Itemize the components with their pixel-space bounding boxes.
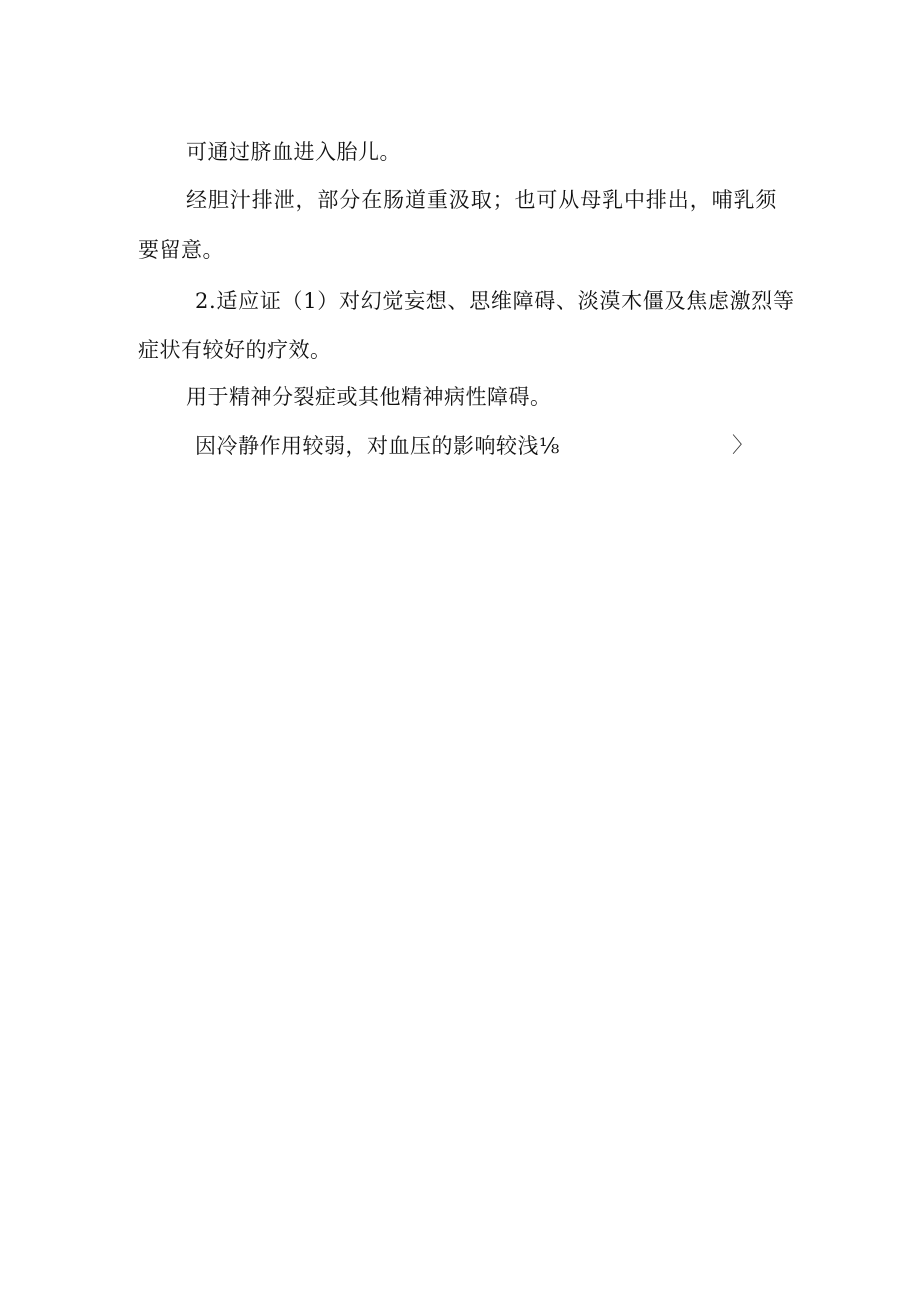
paragraph-line-5: 症状有较好的疗效。: [138, 338, 332, 362]
paragraph-line-1: 可通过脐血进入胎儿。: [186, 140, 401, 164]
paragraph-line-3: 要留意。: [138, 238, 224, 262]
paragraph-line-6: 用于精神分裂症或其他精神病性障碍。: [186, 385, 552, 409]
paragraph-line-4: 2.适应证（1）对幻觉妄想、思维障碍、淡漠木僵及焦虑激烈等: [195, 289, 795, 313]
trailing-angle-mark: 〉: [732, 433, 753, 457]
paragraph-line-2: 经胆汁排泄，部分在肠道重汲取；也可从母乳中排出，哺乳须: [186, 188, 778, 212]
paragraph-line-7: 因冷静作用较弱，对血压的影响较浅⅛: [195, 434, 560, 458]
